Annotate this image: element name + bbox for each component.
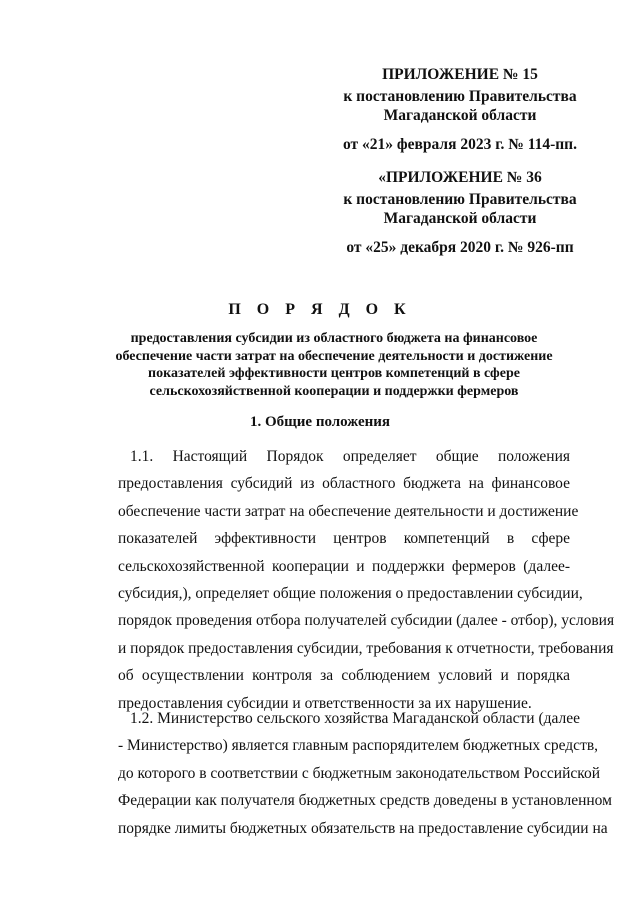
appendix-region-line: Магаданской области [383,107,537,124]
paragraph-line: порядок проведения отбора получателей субсидии (далее - отбор), условия [118,612,615,630]
paragraph-line: и порядок предоставления субсидии, требования к отчетности, требования [118,639,614,657]
paragraph-1-1 [118,443,615,717]
paragraph-line: до которого в соответствии с бюджетным законодательством Российской [118,764,601,782]
paragraph-1-2 [118,705,612,842]
appendix-header-36 [330,168,590,257]
section-heading: 1. Общие положения [249,414,391,430]
subtitle-line: показателей эффективности центров компетенций в сфере [148,366,520,381]
appendix-header-15 [330,65,590,154]
paragraph-line: сельскохозяйственной кооперации и поддержки фермеров (далее- [118,557,570,575]
paragraph-line: показателей эффективности центров компетенций в сфере [118,530,570,548]
paragraph-line: 1.2. Министерство сельского хозяйства Магаданской области (далее [130,710,581,727]
document-title: П О Р Я Д О К [228,301,412,318]
paragraph-line: субсидия,), определяет общие положения о предоставлении субсидии, [118,584,583,602]
subtitle-line: сельскохозяйственной кооперации и поддержки фермеров [149,383,519,399]
appendix-region-line: Магаданской области [383,210,537,227]
subtitle-line: предоставления субсидии из областного бюджета на финансовое [130,331,538,346]
appendix-title: ПРИЛОЖЕНИЕ № 15 [382,66,538,83]
appendix-title: «ПРИЛОЖЕНИЕ № 36 [378,169,542,186]
appendix-reference-line: к постановлению Правительства [343,88,577,105]
subtitle-line: обеспечение части затрат на обеспечение деятельности и достижение [115,348,553,364]
paragraph-line: Федерации как получателя бюджетных средств доведены в установленном [118,792,612,810]
paragraph-line: обеспечение части затрат на обеспечение деятельности и достижение [118,502,579,520]
appendix-date: от «21» февраля 2023 г. № 114-пп. [342,136,577,153]
appendix-reference-line: к постановлению Правительства [343,191,577,208]
appendix-date: от «25» декабря 2020 г. № 926-пп [346,239,574,256]
paragraph-line: предоставления субсидии и ответственности за их нарушение. [118,694,532,712]
paragraph-line: 1.1. Настоящий Порядок определяет общие положения [130,448,570,465]
document-subtitle [100,330,568,400]
paragraph-line: предоставления субсидий из областного бюджета на финансовое [118,475,570,493]
paragraph-line: об осуществлении контроля за соблюдением условий и порядка [118,667,570,685]
paragraph-line: - Министерство) является главным распорядителем бюджетных средств, [118,737,599,755]
paragraph-line: порядке лимиты бюджетных обязательств на предоставление субсидии на [118,819,608,837]
